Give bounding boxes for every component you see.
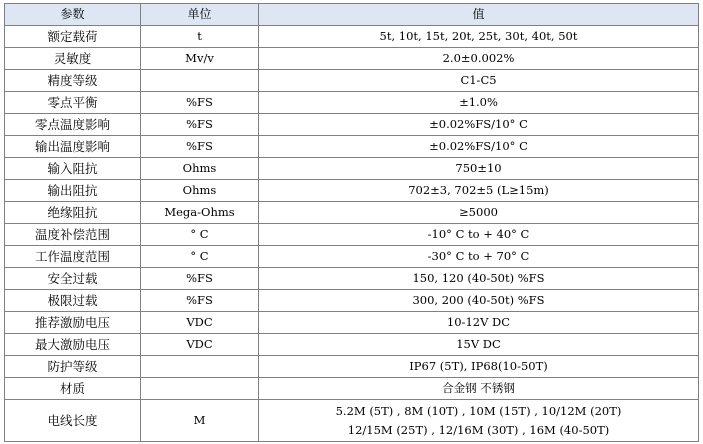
unit-cell <box>141 356 259 378</box>
table-row <box>5 312 699 334</box>
value-cell: 150, 120 (40-50t) %FS <box>259 268 699 290</box>
value-line-1: 5.2M (5T) , 8M (10T) , 10M (15T) , 10/12M (20T) <box>335 403 622 418</box>
table-row <box>5 136 699 158</box>
value-cell: ≥5000 <box>259 202 699 224</box>
value-cell: 5t, 10t, 15t, 20t, 25t, 30t, 40t, 50t <box>259 26 699 48</box>
param-cell: 工作温度范围 <box>5 246 141 268</box>
value-cell <box>259 400 699 442</box>
param-cell: 电线长度 <box>5 400 141 442</box>
table-row <box>5 334 699 356</box>
table-row <box>5 378 699 400</box>
unit-cell: VDC <box>141 312 259 334</box>
value-cell: -30° C to + 70° C <box>259 246 699 268</box>
table-row <box>5 356 699 378</box>
unit-cell: ° C <box>141 246 259 268</box>
param-cell: 额定载荷 <box>5 26 141 48</box>
table-row <box>5 158 699 180</box>
table-row <box>5 290 699 312</box>
unit-cell: Mega-Ohms <box>141 202 259 224</box>
value-cell: 15V DC <box>259 334 699 356</box>
unit-cell <box>141 378 259 400</box>
table-row-cable-length <box>5 400 699 442</box>
unit-cell: %FS <box>141 136 259 158</box>
unit-cell: ° C <box>141 224 259 246</box>
param-cell: 零点温度影响 <box>5 114 141 136</box>
unit-cell: %FS <box>141 268 259 290</box>
value-cell: ±0.02%FS/10° C <box>259 114 699 136</box>
unit-cell: Ohms <box>141 180 259 202</box>
unit-cell: M <box>141 400 259 442</box>
table-row <box>5 26 699 48</box>
table-row <box>5 202 699 224</box>
table-row <box>5 92 699 114</box>
value-cell: -10° C to + 40° C <box>259 224 699 246</box>
param-cell: 最大激励电压 <box>5 334 141 356</box>
unit-cell: VDC <box>141 334 259 356</box>
param-cell: 防护等级 <box>5 356 141 378</box>
table-row <box>5 114 699 136</box>
param-cell: 零点平衡 <box>5 92 141 114</box>
value-line-2: 12/15M (25T) , 12/16M (30T) , 16M (40-50T) <box>347 422 610 437</box>
param-cell: 极限过载 <box>5 290 141 312</box>
value-cell: ±0.02%FS/10° C <box>259 136 699 158</box>
param-cell: 安全过载 <box>5 268 141 290</box>
value-cell: C1-C5 <box>259 70 699 92</box>
param-cell: 灵敏度 <box>5 48 141 70</box>
value-cell: 10-12V DC <box>259 312 699 334</box>
unit-cell: Mv/v <box>141 48 259 70</box>
param-cell: 输入阻抗 <box>5 158 141 180</box>
value-cell: IP67 (5T), IP68(10-50T) <box>259 356 699 378</box>
value-cell: 合金钢 不锈钢 <box>259 378 699 400</box>
table-row <box>5 70 699 92</box>
unit-cell: %FS <box>141 92 259 114</box>
spec-table <box>4 3 699 442</box>
header-unit: 单位 <box>141 4 259 26</box>
param-cell: 精度等级 <box>5 70 141 92</box>
param-cell: 输出温度影响 <box>5 136 141 158</box>
header-row <box>5 4 699 26</box>
param-cell: 输出阻抗 <box>5 180 141 202</box>
table-row <box>5 180 699 202</box>
value-cell: 750±10 <box>259 158 699 180</box>
value-cell: 702±3, 702±5 (L≥15m) <box>259 180 699 202</box>
table-row <box>5 268 699 290</box>
table-row <box>5 48 699 70</box>
param-cell: 温度补偿范围 <box>5 224 141 246</box>
param-cell: 材质 <box>5 378 141 400</box>
unit-cell: t <box>141 26 259 48</box>
unit-cell: %FS <box>141 114 259 136</box>
param-cell: 绝缘阻抗 <box>5 202 141 224</box>
header-value: 值 <box>259 4 699 26</box>
table-row <box>5 246 699 268</box>
value-cell: ±1.0% <box>259 92 699 114</box>
param-cell: 推荐激励电压 <box>5 312 141 334</box>
spec-body <box>5 26 699 442</box>
unit-cell <box>141 70 259 92</box>
value-cell: 2.0±0.002% <box>259 48 699 70</box>
unit-cell: Ohms <box>141 158 259 180</box>
header-param: 参数 <box>5 4 141 26</box>
unit-cell: %FS <box>141 290 259 312</box>
value-cell: 300, 200 (40-50t) %FS <box>259 290 699 312</box>
table-row <box>5 224 699 246</box>
